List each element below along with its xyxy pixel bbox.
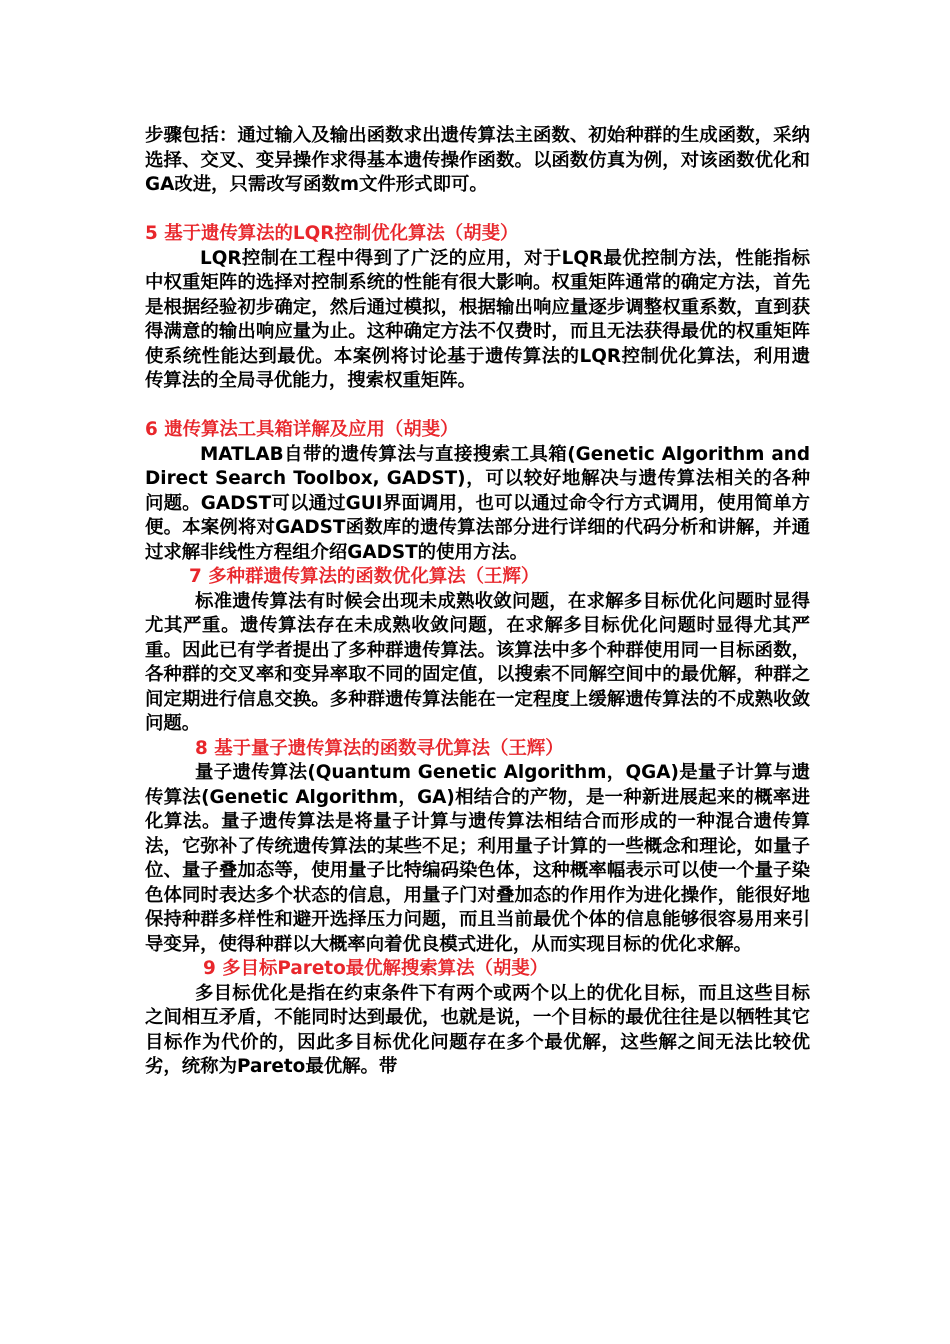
document-page xyxy=(145,124,810,1080)
section-heading-6: 6 遗传算法工具箱详解及应用（胡斐） xyxy=(145,419,459,440)
spacer xyxy=(145,394,810,419)
section-body-6: MATLAB自带的遗传算法与直接搜索工具箱(Genetic Algorithm and Direct Search Toolbox, GADST)，可以较好地解决与遗传算法相关的各种问题。GADST可以通过GUI界面调用，也可以通过命令行方式调用，使用简单方便。本案例将对GADST函数库的遗传算法部分进行详细的代码分析和讲解，并通过求解非线性方程组介绍GADST的使用方法。 xyxy=(145,443,810,563)
section-body-8: 量子遗传算法(Quantum Genetic Algorithm，QGA)是量子计算与遗传算法(Genetic Algorithm，GA)相结合的产物，是一种新进展起来的概率进化算法。量子遗传算法是将量子计算与遗传算法相结合而形成的一种混合遗传算法，它弥补了传统遗传算法的某些不足；利用量子计算的一些概念和理论，如量子位、量子叠加态等，使用量子比特编码染色体，这种概率幅表示可以使一个量子染色体同时表达多个状态的信息，用量子门对叠加态的作用作为进化操作，能很好地保持种群多样性和避开选择压力问题，而且当前最优个体的信息能够很容易用来引导变异，使得种群以大概率向着优良模式进化，从而实现目标的优化求解。 xyxy=(145,762,810,955)
section-heading-8: 8 基于量子遗传算法的函数寻优算法（王辉） xyxy=(195,737,564,759)
section-heading-7: 7 多种群遗传算法的函数优化算法（王辉） xyxy=(189,566,540,587)
spacer xyxy=(145,198,810,223)
section-heading-5: 5 基于遗传算法的LQR控制优化算法（胡斐） xyxy=(145,223,519,244)
intro-paragraph: 步骤包括：通过输入及输出函数求出遗传算法主函数、初始种群的生成函数，采纳选择、交叉、变异操作求得基本遗传操作函数。以函数仿真为例，对该函数优化和GA改进，只需改写函数m文件形式即可。 xyxy=(145,125,810,195)
section-body-5: LQR控制在工程中得到了广泛的应用，对于LQR最优控制方法，性能指标中权重矩阵的选择对控制系统的性能有很大影响。权重矩阵通常的确定方法，首先是根据经验初步确定，然后通过模拟，根据输出响应量逐步调整权重系数，直到获得满意的输出响应量为止。这种确定方法不仅费时，而且无法获得最优的权重矩阵使系统性能达到最优。本案例将讨论基于遗传算法的LQR控制优化算法，利用遗传算法的全局寻优能力，搜索权重矩阵。 xyxy=(145,247,810,391)
section-heading-9: 9 多目标Pareto最优解搜索算法（胡斐） xyxy=(203,958,549,979)
section-body-7: 标准遗传算法有时候会出现未成熟收敛问题，在求解多目标优化问题时显得尤其严重。遗传算法存在未成熟收敛问题，在求解多目标优化问题时显得尤其严重。因此已有学者提出了多种群遗传算法。该算法中多个种群使用同一目标函数，各种群的交叉率和变异率取不同的固定值，以搜索不同解空间中的最优解，种群之间定期进行信息交换。多种群遗传算法能在一定程度上缓解遗传算法的不成熟收敛问题。 xyxy=(145,590,810,734)
section-body-9: 多目标优化是指在约束条件下有两个或两个以上的优化目标，而且这些目标之间相互矛盾，不能同时达到最优，也就是说，一个目标的最优往往是以牺牲其它目标作为代价的，因此多目标优化问题存在多个最优解，这些解之间无法比较优劣，统称为Pareto最优解。带 xyxy=(145,982,810,1077)
